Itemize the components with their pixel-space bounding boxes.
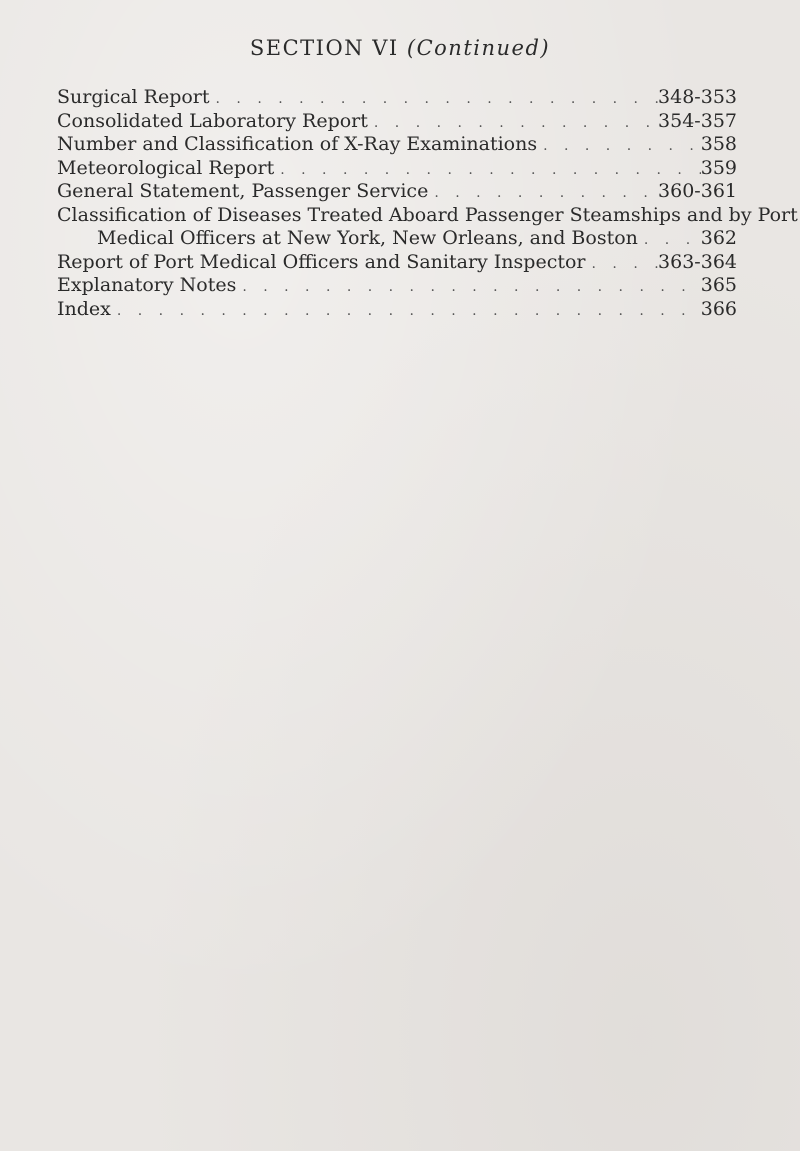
dot-leader [638,229,701,253]
toc-entry [57,203,798,228]
toc-entry-label: Surgical Report [57,86,210,108]
section-heading: SECTION VI [249,36,399,60]
dot-leader [210,88,659,112]
toc-entry [57,86,737,110]
toc-entry-label: Classification of Diseases Treated Aboard Passenger Steamships and by Port [57,203,798,226]
toc-entry-label: Explanatory Notes [57,274,237,296]
toc-entry [57,298,737,322]
toc-entry-pages: 360-361 [658,180,737,202]
toc-entry [57,180,737,204]
dot-leader [537,135,701,159]
toc-entry-pages: 365 [700,274,737,296]
page-title [0,36,800,60]
toc-entry-label: Number and Classification of X-Ray Examinations [57,133,538,155]
dot-leader [274,159,700,183]
dot-leader [111,300,701,324]
toc-entry-label: Consolidated Laboratory Report [57,109,368,132]
toc-entry [57,157,737,181]
toc-entry [57,274,737,298]
continued-note: (Continued) [406,36,551,60]
toc-entry-label: Index [57,297,111,320]
dot-leader [586,253,659,277]
toc-entry-pages: 363-364 [658,250,737,273]
table-of-contents [57,86,798,321]
dot-leader [428,182,658,206]
toc-entry [57,133,737,157]
toc-entry-pages: 354-357 [658,109,737,132]
toc-entry-pages: 358 [700,133,737,155]
toc-entry-pages: 359 [700,156,737,179]
toc-entry [57,227,737,251]
toc-entry-label: Meteorological Report [57,156,275,179]
dot-leader [236,276,700,300]
toc-entry-pages: 366 [700,297,737,320]
toc-entry-pages: 348-353 [658,86,737,108]
toc-entry-pages: 362 [700,227,737,249]
dot-leader [368,112,658,136]
toc-entry [57,251,737,275]
toc-entry-label: Medical Officers at New York, New Orleans, and Boston [97,227,638,249]
toc-entry [57,110,737,134]
toc-entry-label: Report of Port Medical Officers and Sanitary Inspector [57,250,586,273]
toc-entry-label: General Statement, Passenger Service [57,180,429,202]
